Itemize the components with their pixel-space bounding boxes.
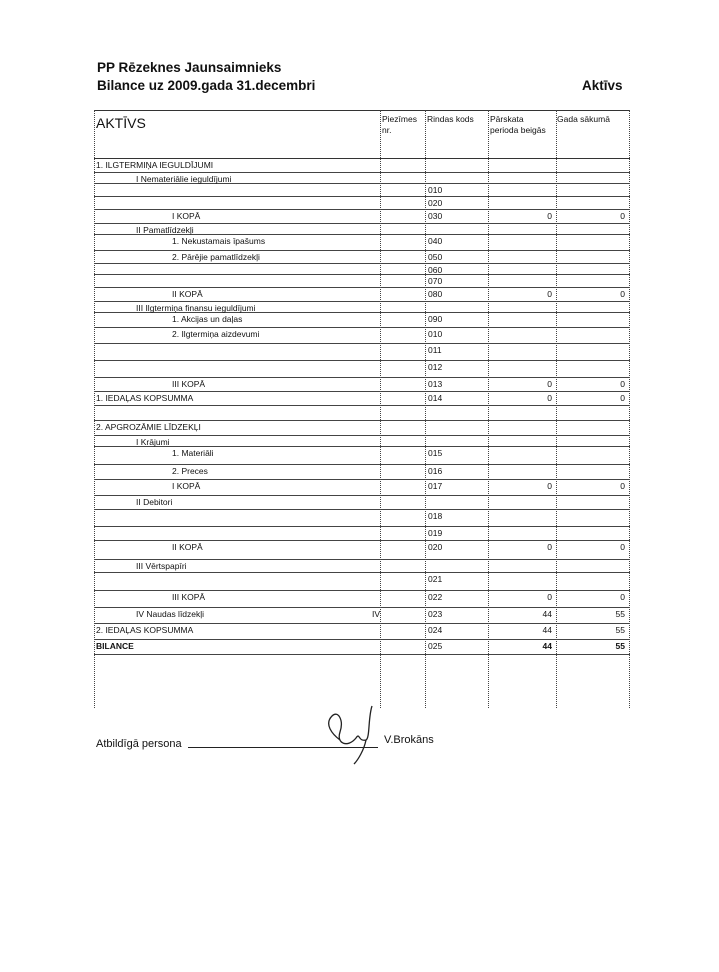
table-row — [94, 327, 630, 344]
table-row — [94, 559, 630, 573]
table-row — [94, 446, 630, 465]
row-end-value: 0 — [547, 481, 552, 491]
row-label: 1. Materiāli — [172, 448, 214, 458]
row-code: 030 — [428, 211, 443, 221]
row-code: 020 — [428, 542, 443, 552]
row-code: 024 — [428, 625, 443, 635]
header-notes-2: nr. — [382, 125, 392, 135]
row-code: 010 — [428, 329, 443, 339]
handwritten-signature — [310, 698, 390, 768]
table-row — [94, 377, 630, 392]
side-label: Aktīvs — [582, 78, 623, 93]
row-end-value: 0 — [547, 211, 552, 221]
row-label: 1. ILGTERMIŅA IEGULDĪJUMI — [96, 160, 214, 170]
row-start-value: 0 — [620, 289, 625, 299]
table-row — [94, 183, 630, 197]
table-row — [94, 509, 630, 527]
row-start-value: 0 — [620, 379, 625, 389]
table-row — [94, 405, 630, 421]
table-row — [94, 158, 630, 173]
row-code: 080 — [428, 289, 443, 299]
signature-name: V.Brokāns — [384, 734, 434, 746]
table-row — [94, 196, 630, 210]
row-start-value: 55 — [615, 625, 625, 635]
row-code: 018 — [428, 511, 443, 521]
header-code: Rindas kods — [427, 114, 474, 124]
header-aktivs: AKTĪVS — [96, 115, 146, 131]
col-line-code — [425, 110, 426, 708]
row-end-value: 44 — [542, 625, 552, 635]
header-start: Gada sākumā — [557, 114, 610, 124]
row-code: 011 — [428, 345, 442, 355]
row-code: 025 — [428, 641, 443, 651]
table-row — [94, 526, 630, 541]
header-notes-1: Piezīmes — [382, 114, 417, 124]
row-code: 012 — [428, 362, 443, 372]
row-start-value: 55 — [615, 641, 625, 651]
balance-subtitle: Bilance uz 2009.gada 31.decembri — [97, 78, 316, 93]
row-label: I KOPĀ — [172, 481, 201, 491]
row-label: 2. Pārējie pamatlīdzekļi — [172, 252, 260, 262]
table-row — [94, 343, 630, 361]
table-row — [94, 623, 630, 640]
row-label: II Pamatlīdzekļi — [136, 225, 194, 235]
row-start-value: 0 — [620, 393, 625, 403]
table-row — [94, 572, 630, 591]
row-label: III Ilgtermiņa finansu ieguldījumi — [136, 303, 256, 313]
header-end-2: perioda beigās — [490, 125, 546, 135]
row-label: III KOPĀ — [172, 592, 206, 602]
col-line-end — [488, 110, 489, 708]
row-code: 090 — [428, 314, 443, 324]
row-label: II KOPĀ — [172, 542, 203, 552]
company-name: PP Rēzeknes Jaunsaimnieks — [97, 60, 282, 75]
row-code: 013 — [428, 379, 443, 389]
col-line-notes — [380, 110, 381, 708]
row-code: 070 — [428, 276, 443, 286]
table-row — [94, 391, 630, 406]
row-code: 040 — [428, 236, 443, 246]
table-header — [94, 110, 630, 159]
row-label: 2. APGROZĀMIE LĪDZEKĻI — [96, 422, 201, 432]
row-label: 2. Ilgtermiņa aizdevumi — [172, 329, 260, 339]
table-row — [94, 479, 630, 496]
row-end-value: 0 — [547, 379, 552, 389]
signature-label: Atbildīgā persona — [96, 738, 182, 750]
table-row — [94, 209, 630, 224]
row-label: I KOPĀ — [172, 211, 201, 221]
row-end-value: 0 — [547, 393, 552, 403]
row-label: 1. IEDAĻAS KOPSUMMA — [96, 393, 194, 403]
row-start-value: 0 — [620, 481, 625, 491]
row-end-value: 0 — [547, 592, 552, 602]
col-line-right — [629, 110, 630, 708]
row-start-value: 55 — [615, 609, 625, 619]
table-row — [94, 234, 630, 251]
row-code: 016 — [428, 466, 443, 476]
row-code: 019 — [428, 528, 443, 538]
row-label: 1. Akcijas un daļas — [172, 314, 243, 324]
table-row — [94, 540, 630, 560]
row-code: 022 — [428, 592, 443, 602]
row-start-value: 0 — [620, 542, 625, 552]
row-start-value: 0 — [620, 211, 625, 221]
row-code: 050 — [428, 252, 443, 262]
row-label: III Vērtspapīri — [136, 561, 187, 571]
row-end-value: 44 — [542, 609, 552, 619]
table-row — [94, 274, 630, 288]
row-code: 023 — [428, 609, 443, 619]
row-label: II KOPĀ — [172, 289, 203, 299]
row-code: 021 — [428, 574, 443, 584]
header-end-1: Pārskata — [490, 114, 524, 124]
row-code: 017 — [428, 481, 443, 491]
row-end-value: 0 — [547, 542, 552, 552]
row-label: III KOPĀ — [172, 379, 206, 389]
table-row — [94, 639, 630, 655]
row-label: BILANCE — [96, 641, 134, 651]
table-row — [94, 312, 630, 328]
row-label: 1. Nekustamais īpašums — [172, 236, 266, 246]
col-line-left — [94, 110, 95, 708]
row-code: 020 — [428, 198, 443, 208]
row-label: I Krājumi — [136, 437, 170, 447]
row-code: 010 — [428, 185, 443, 195]
row-label: I Nemateriālie ieguldījumi — [136, 174, 232, 184]
table-row — [94, 287, 630, 302]
table-row — [94, 250, 630, 264]
row-code: 060 — [428, 265, 443, 275]
table-row — [94, 464, 630, 480]
row-label: 2. Preces — [172, 466, 208, 476]
table-row — [94, 360, 630, 378]
row-end-value: 0 — [547, 289, 552, 299]
row-label: II Debitori — [136, 497, 173, 507]
row-label: 2. IEDAĻAS KOPSUMMA — [96, 625, 194, 635]
row-note: IV — [371, 609, 380, 619]
table-row — [94, 495, 630, 510]
col-line-start — [556, 110, 557, 708]
table-row — [94, 590, 630, 608]
row-label: IV Naudas līdzekļi — [136, 609, 205, 619]
table-row — [94, 420, 630, 436]
row-code: 014 — [428, 393, 443, 403]
row-start-value: 0 — [620, 592, 625, 602]
table-row — [94, 607, 630, 624]
row-end-value: 44 — [542, 641, 552, 651]
row-code: 015 — [428, 448, 443, 458]
